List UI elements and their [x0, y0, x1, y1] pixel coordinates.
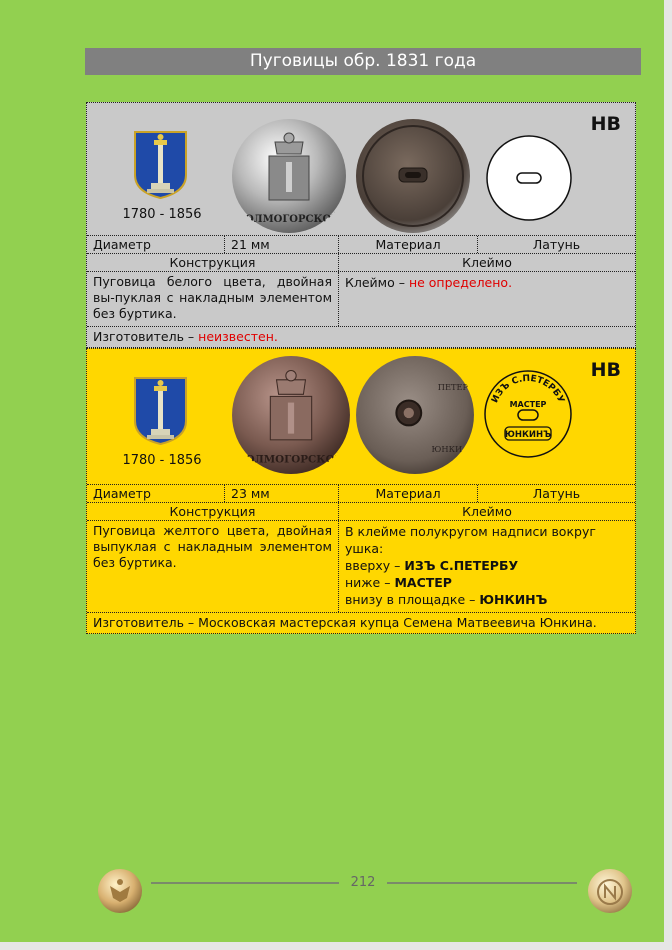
svg-text:ЮНКИ: ЮНКИ [431, 444, 463, 455]
diameter-label: Диаметр [87, 485, 225, 502]
button-front-photo [231, 355, 351, 475]
mark-line-2-value: ИЗЪ С.ПЕТЕРБУ [404, 558, 519, 573]
material-label: Материал [339, 236, 478, 253]
material-label: Материал [339, 485, 478, 502]
button-legend: ХОЛМОГОРСКОЙ [237, 453, 345, 466]
description-row [87, 521, 635, 613]
construction-text: Пуговица белого цвета, двойная вы-пуклая с накладным элементом без буртика. [87, 272, 339, 326]
coat-of-arms-icon [133, 376, 188, 446]
monogram-coin-icon [587, 868, 633, 914]
construction-header: Конструкция [87, 254, 339, 271]
stamp-mid-text: МАСТЕР [509, 400, 547, 409]
construction-text: Пуговица желтого цвета, двойная выпуклая с накладным элементом без буртика. [87, 521, 339, 612]
page-number: 212 [350, 875, 376, 890]
diameter-label: Диаметр [87, 236, 225, 253]
mark-line-3-value: МАСТЕР [394, 575, 452, 590]
mark-stamp-drawing [483, 369, 573, 459]
stamp-bottom-text: ЮНКИНЪ [504, 430, 552, 440]
mark-line-2-prefix: вверху – [345, 558, 405, 573]
image-row [87, 103, 635, 236]
footer-line-right [387, 882, 577, 884]
svg-text:ПЕТЕР: ПЕТЕР [437, 382, 469, 393]
mark-line-3-prefix: ниже – [345, 575, 395, 590]
specs-row [87, 485, 635, 503]
button-legend: ХОЛМОГОРСКОЙ [237, 214, 341, 225]
material-value: Латунь [532, 486, 581, 501]
construction-header: Конструкция [87, 503, 339, 520]
maker-prefix: Изготовитель – [93, 329, 199, 344]
diameter-value: 23 мм [225, 485, 339, 502]
mark-line-3 [345, 574, 629, 591]
diameter-value: 21 мм [225, 236, 339, 253]
years-label: 1780 - 1856 [122, 453, 202, 468]
description-row [87, 272, 635, 327]
maker-text [87, 327, 635, 347]
maker-text: Изготовитель – Московская мастерская купца Семена Матвеевича Юнкина. [93, 615, 597, 630]
mark-prefix: Клеймо – [345, 275, 409, 290]
mark-line-1: В клейме полукругом надписи вокруг ушка: [345, 524, 596, 556]
mark-header: Клеймо [462, 255, 512, 270]
mark-text [339, 521, 635, 612]
coat-of-arms-icon [133, 130, 188, 200]
mark-text [339, 272, 635, 326]
eagle-coin-icon [97, 868, 143, 914]
mark-line-4 [345, 591, 629, 608]
maker-row [87, 327, 635, 347]
maker-value: неизвестен. [198, 329, 278, 344]
mark-header: Клеймо [462, 504, 512, 519]
specs-row [87, 236, 635, 254]
mark-line-4-prefix: внизу в площадке – [345, 592, 480, 607]
image-row [87, 349, 635, 485]
button-back-photo [355, 355, 475, 475]
section-headers-row [87, 254, 635, 272]
category-badge: НВ [590, 359, 621, 381]
stamp-top-text: ИЗЪ С.ПЕТЕРБУ [490, 373, 566, 405]
years-label: 1780 - 1856 [122, 207, 202, 222]
maker-row [87, 613, 635, 633]
button-back-photo [355, 118, 471, 234]
footer-line-left [151, 882, 339, 884]
category-badge: НВ [590, 113, 621, 135]
button-card-2 [86, 348, 636, 634]
mark-diagram [485, 134, 573, 222]
material-value: Латунь [532, 237, 581, 252]
section-headers-row [87, 503, 635, 521]
page-title: Пуговицы обр. 1831 года [85, 48, 641, 75]
button-card-1 [86, 102, 636, 348]
mark-line-2 [345, 557, 629, 574]
button-front-photo [231, 118, 347, 234]
mark-line-4-value: ЮНКИНЪ [479, 592, 548, 607]
mark-value: не определено. [408, 275, 513, 290]
